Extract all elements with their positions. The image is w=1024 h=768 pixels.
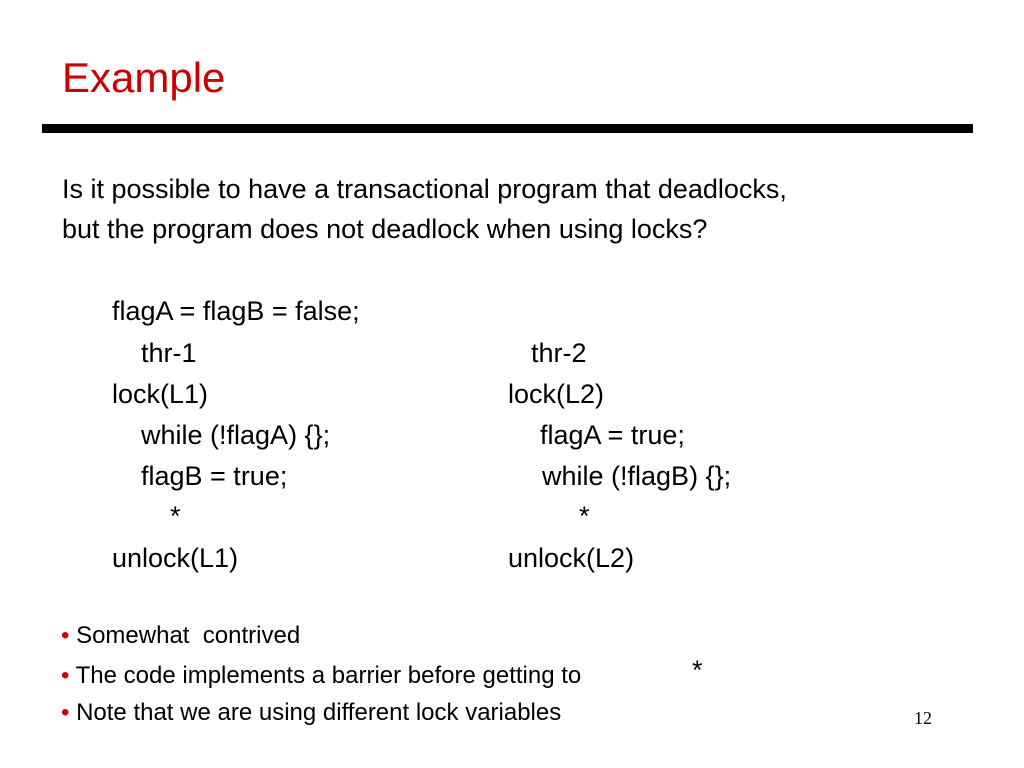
bullet-marker: • xyxy=(61,622,70,649)
bullet-text: Somewhat contrived xyxy=(76,622,301,649)
page-number: 12 xyxy=(914,708,932,728)
thr1-line1: while (!flagA) {}; xyxy=(141,420,331,450)
bullet-item xyxy=(61,624,300,648)
title-divider xyxy=(42,124,973,133)
code-init: flagA = flagB = false; xyxy=(112,296,360,326)
bullet-item xyxy=(61,664,581,688)
thr2-lock: lock(L2) xyxy=(508,379,605,409)
thr1-name: thr-1 xyxy=(141,338,197,368)
bullet-text: Note that we are using different lock variables xyxy=(76,699,562,726)
bullet-marker: • xyxy=(61,699,70,726)
thr1-star: * xyxy=(170,501,181,531)
thr1-line2: flagB = true; xyxy=(141,461,288,491)
bullet-marker: • xyxy=(61,662,70,689)
thr2-star: * xyxy=(579,501,590,531)
question-line-2: but the program does not deadlock when using locks? xyxy=(62,214,708,244)
thr2-line1: flagA = true; xyxy=(540,420,685,450)
thr2-unlock: unlock(L2) xyxy=(508,543,635,573)
bullet-text: The code implements a barrier before getting to xyxy=(75,662,582,689)
question-line-1: Is it possible to have a transactional program that deadlocks, xyxy=(62,174,787,204)
slide-title: Example xyxy=(62,54,226,101)
thr2-name: thr-2 xyxy=(531,338,587,368)
thr1-unlock: unlock(L1) xyxy=(112,543,239,573)
bullet-star: * xyxy=(692,655,703,685)
thr2-line2: while (!flagB) {}; xyxy=(542,461,732,491)
thr1-lock: lock(L1) xyxy=(112,379,209,409)
bullet-item xyxy=(61,701,561,725)
